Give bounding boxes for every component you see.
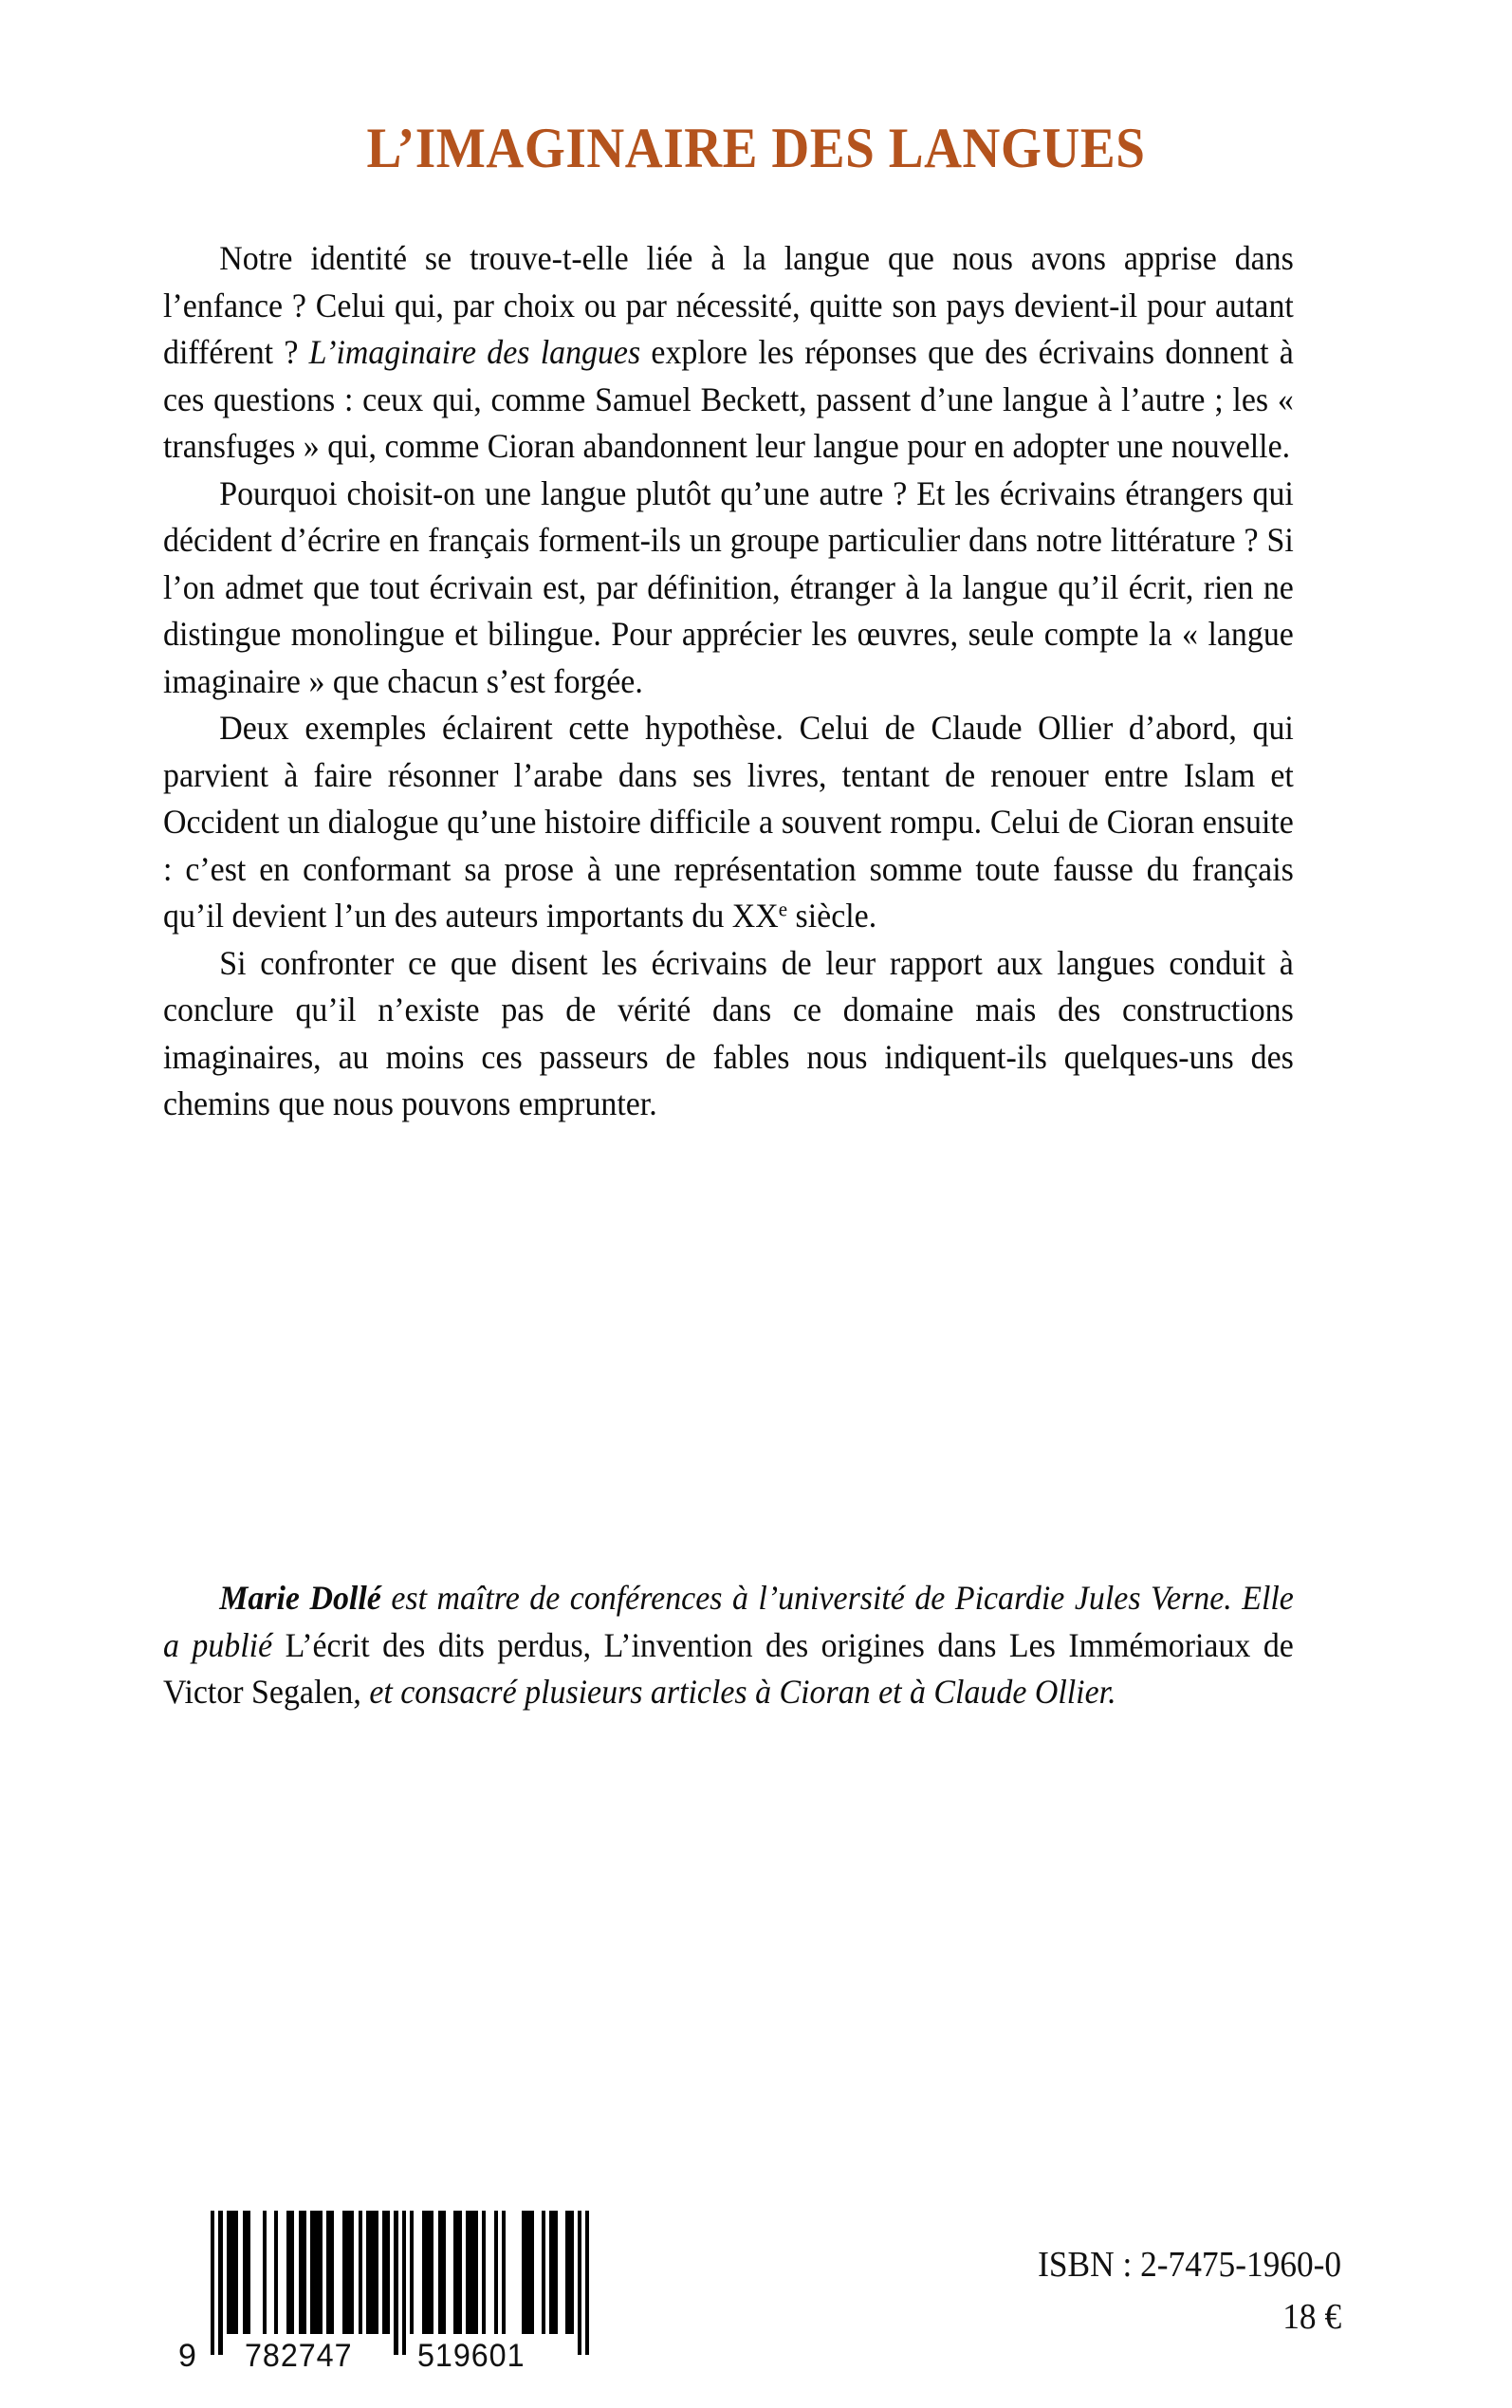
barcode-bar (382, 2211, 390, 2334)
barcode-digits (178, 2338, 590, 2374)
blurb-p1-book-title: L’imaginaire des langues (308, 333, 641, 371)
barcode-bar (366, 2211, 378, 2334)
barcode-bar (286, 2211, 294, 2334)
barcode-bar (506, 2211, 522, 2334)
barcode-lead-digit: 9 (178, 2338, 197, 2374)
barcode-bar (549, 2211, 557, 2334)
barcode-bar (250, 2211, 263, 2334)
barcode-bar (534, 2211, 542, 2334)
barcode-bar (565, 2211, 573, 2334)
barcode-bar (299, 2211, 306, 2334)
barcode-bar (414, 2211, 421, 2334)
blurb-p2-seg1: Pourquoi choisit-on une langue plutôt qu’une autre ? Et les écrivains étrangers qui décident d’écrire en français forment-ils un groupe particulier dans notre littérature ? Si l’on admet que tout écrivain est, par définition, étranger à la langue qu’il écrit, rien ne distingue monolingue et bilingue. Pour apprécier les œuvres, seule compte la « langue imaginaire » que chacun s’est forgée. (163, 473, 1294, 700)
blurb-paragraph-4 (163, 940, 1294, 1128)
author-bio-block (163, 1575, 1347, 1716)
barcode-bar (466, 2211, 478, 2334)
page-title: L’IMAGINAIRE DES LANGUES (366, 117, 1146, 180)
barcode-bar (558, 2211, 565, 2334)
barcode-bar (422, 2211, 434, 2334)
barcode-bar (267, 2211, 274, 2334)
bio-seg4: et consacré plusieurs articles à Cioran et à Claude Ollier. (360, 1673, 1116, 1711)
blurb-p4-seg1: Si confronter ce que disent les écrivains de leur rapport aux langues conduit à conclure qu’il n’existe pas de vérité dans ce domaine mais des constructions imaginaires, au moins ces passeurs de fables nous indiquent-ils quelques-uns des chemins que nous pouvons emprunter. (163, 943, 1294, 1122)
author-name: Marie Dollé (219, 1579, 381, 1617)
blurb-p1-seg3: explore les réponses que des écrivains donnent à ces questions : ceux qui, comme Samuel Beckett, passent d’une langue à l’autre ; les « transfuges » qui, comme Cioran abandonnent leur langue pour en adopter une nouvelle. (163, 333, 1294, 465)
barcode-bar (326, 2211, 334, 2334)
author-bio-paragraph (163, 1575, 1294, 1716)
ean13-barcode (178, 2211, 609, 2374)
barcode-bar (243, 2211, 250, 2334)
isbn-text: ISBN : 2-7475-1960-0 (1037, 2245, 1341, 2285)
blurb-p1-seg1: Notre identité se trouve-t-elle liée à la langue que nous avons apprise dans l’enfance ? Celui qui, par choix ou par nécessité, quitte son pays devient-il pour autant différent ? (163, 239, 1294, 371)
blurb-text-block (163, 235, 1347, 1128)
barcode-bar (310, 2211, 323, 2334)
barcode-bar (342, 2211, 355, 2334)
barcode-bar (446, 2211, 453, 2334)
isbn-price-block (1038, 2239, 1341, 2343)
barcode-bar (334, 2211, 341, 2334)
barcode-bar (453, 2211, 461, 2334)
blurb-p3-seg3: siècle. (787, 897, 877, 935)
bio-published-works: L’écrit des dits perdus, L’invention des origines dans Les Immémoriaux de Victor Segalen, (163, 1625, 1294, 1711)
blurb-paragraph-2 (163, 471, 1294, 706)
barcode-bar (278, 2211, 286, 2334)
blurb-paragraph-3 (163, 705, 1294, 940)
barcode-left-group: 782747 (245, 2338, 353, 2374)
barcode-right-group: 519601 (417, 2338, 526, 2374)
barcode-bar (227, 2211, 239, 2334)
blurb-paragraph-1 (163, 235, 1294, 471)
barcode-bar (438, 2211, 446, 2334)
blurb-p3-seg1: Deux exemples éclairent cette hypothèse. Celui de Claude Ollier d’abord, qui parvient à faire résonner l’arabe dans ses livres, tentant de renouer entre Islam et Occident un dialogue qu’une histoire difficile a souvent rompu. Celui de Cioran ensuite : c’est en conformant sa prose à une représentation somme toute fausse du français qu’il devient l’un des auteurs importants du XX (163, 709, 1294, 935)
blurb-p3-ordinal-suffix: e (778, 897, 788, 921)
barcode-bar (486, 2211, 493, 2334)
barcode-bar (585, 2211, 589, 2355)
barcode-bar (522, 2211, 534, 2334)
price-text: 18 € (1282, 2297, 1341, 2337)
bio-seg2: est maître de conférences à l’université de Picardie Jules Verne. Elle a publié (163, 1579, 1294, 1664)
ean13-barcode-icon (211, 2211, 590, 2334)
